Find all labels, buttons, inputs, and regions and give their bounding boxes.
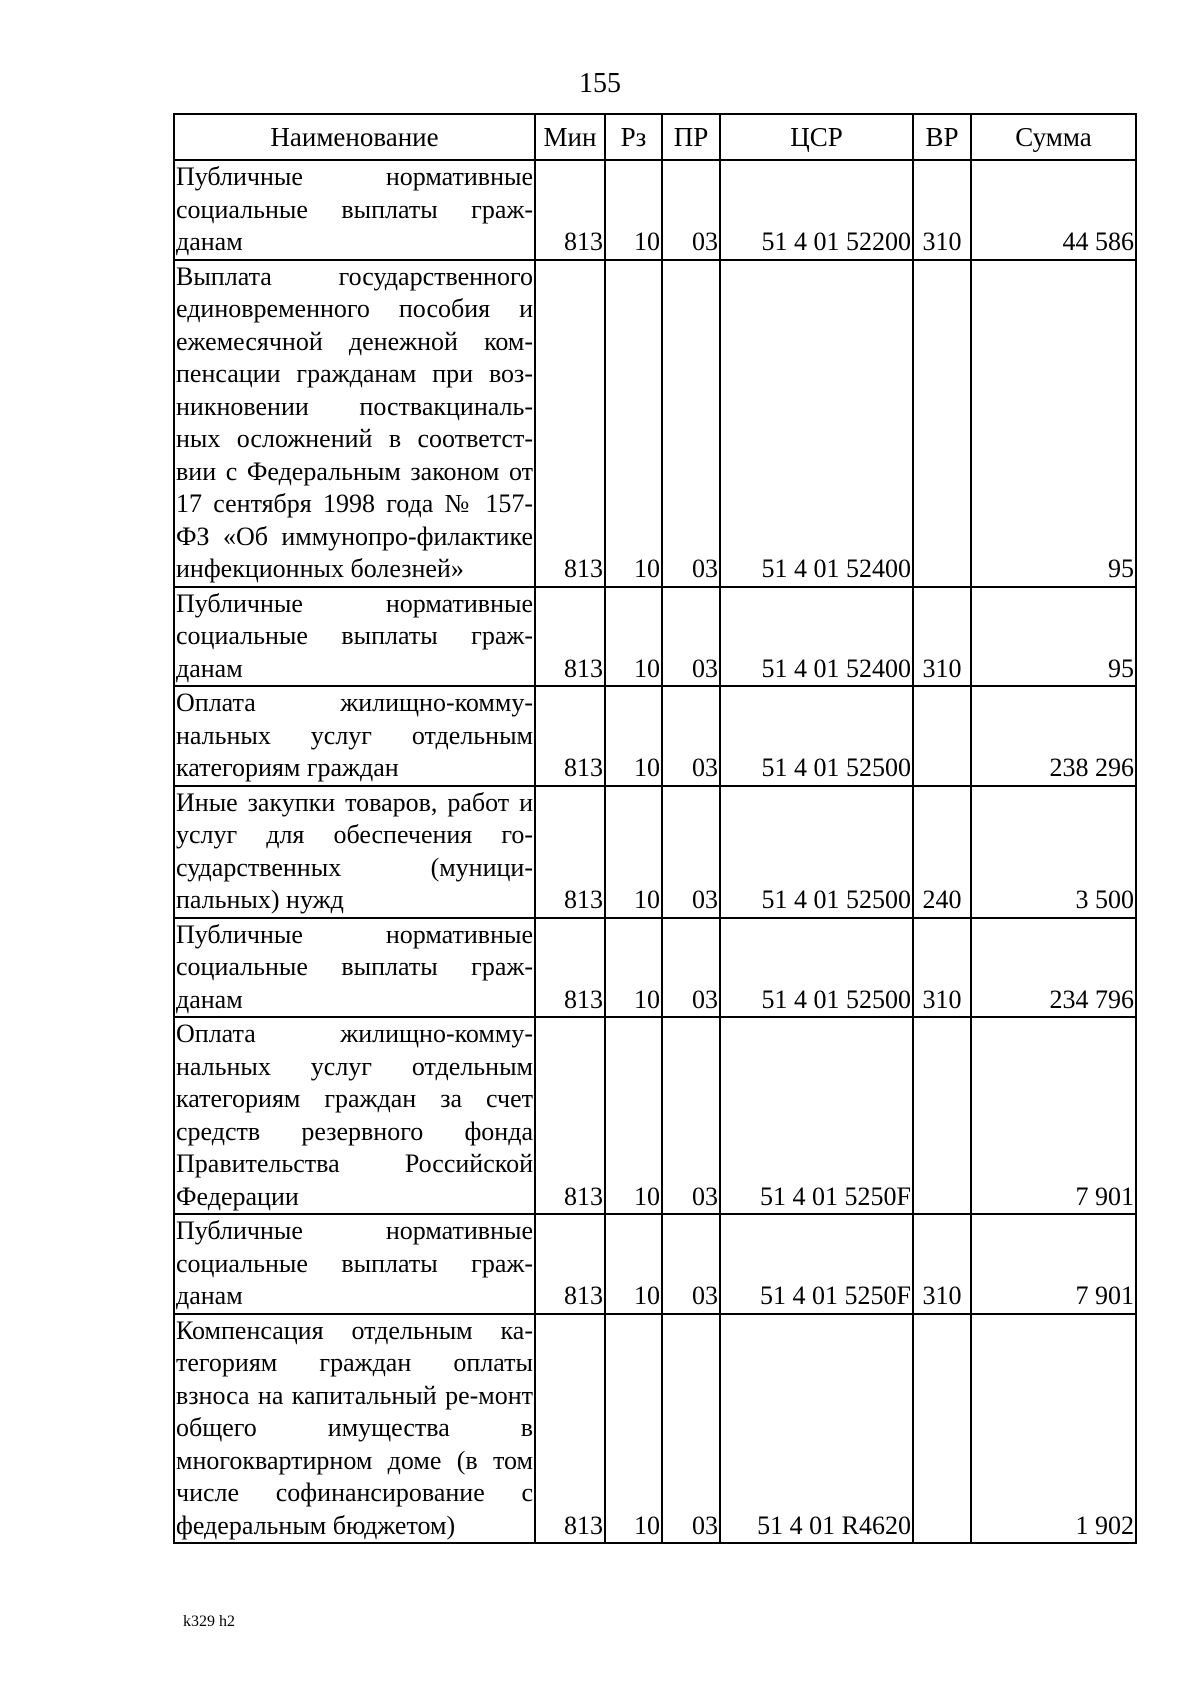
row-pr: 03 <box>662 1214 720 1314</box>
row-pr: 03 <box>662 587 720 687</box>
row-name: Иные закупки товаров, работ и услуг для обеспечения го-сударственных (муници-пальных) нужд <box>174 786 535 918</box>
row-vr: 240 <box>913 786 971 918</box>
budget-table <box>173 113 1137 1544</box>
row-name: Публичные нормативные социальные выплаты граж-данам <box>174 587 535 687</box>
header-rz: Рз <box>605 114 662 160</box>
row-csr: 51 4 01 52400 <box>720 587 913 687</box>
row-min: 813 <box>535 587 605 687</box>
row-sum: 95 <box>971 260 1136 587</box>
row-rz: 10 <box>605 686 662 786</box>
row-rz: 10 <box>605 1314 662 1544</box>
row-rz: 10 <box>605 160 662 260</box>
row-vr: 310 <box>913 918 971 1018</box>
row-csr: 51 4 01 52400 <box>720 260 913 587</box>
table-row <box>174 786 1136 918</box>
row-name: Выплата государственного единовременного пособия и ежемесячной денежной ком-пенсации гражданам при воз-никновении поствакциналь-ных осложнений в соответст-вии с Федеральным законом от 17 сентября 1998 года № 157-ФЗ «Об иммунопро-филактике инфекционных болезней» <box>174 260 535 587</box>
row-min: 813 <box>535 260 605 587</box>
row-pr: 03 <box>662 786 720 918</box>
row-name: Компенсация отдельным ка-тегориям граждан оплаты взноса на капитальный ре-монт общего имущества в многоквартирном доме (в том числе софинансирование с федеральным бюджетом) <box>174 1314 535 1544</box>
row-rz: 10 <box>605 1214 662 1314</box>
row-vr <box>913 1017 971 1214</box>
row-min: 813 <box>535 786 605 918</box>
row-sum: 7 901 <box>971 1017 1136 1214</box>
row-name: Публичные нормативные социальные выплаты граж-данам <box>174 918 535 1018</box>
row-vr <box>913 686 971 786</box>
row-rz: 10 <box>605 587 662 687</box>
row-sum: 234 796 <box>971 918 1136 1018</box>
row-csr: 51 4 01 52500 <box>720 918 913 1018</box>
footer-code: k329 h2 <box>183 1613 235 1630</box>
row-min: 813 <box>535 686 605 786</box>
row-pr: 03 <box>662 686 720 786</box>
row-rz: 10 <box>605 1017 662 1214</box>
row-name: Оплата жилищно-комму-нальных услуг отдельным категориям граждан за счет средств резервного фонда Правительства Российской Федерации <box>174 1017 535 1214</box>
row-pr: 03 <box>662 160 720 260</box>
header-min: Мин <box>535 114 605 160</box>
row-csr: 51 4 01 R4620 <box>720 1314 913 1544</box>
row-sum: 44 586 <box>971 160 1136 260</box>
row-vr: 310 <box>913 587 971 687</box>
row-csr: 51 4 01 52500 <box>720 786 913 918</box>
row-min: 813 <box>535 1314 605 1544</box>
table-row <box>174 260 1136 587</box>
table-row <box>174 1017 1136 1214</box>
row-pr: 03 <box>662 1314 720 1544</box>
row-sum: 7 901 <box>971 1214 1136 1314</box>
row-sum: 1 902 <box>971 1314 1136 1544</box>
header-sum: Сумма <box>971 114 1136 160</box>
row-sum: 95 <box>971 587 1136 687</box>
row-vr: 310 <box>913 160 971 260</box>
row-min: 813 <box>535 1214 605 1314</box>
row-rz: 10 <box>605 918 662 1018</box>
header-name: Наименование <box>174 114 535 160</box>
row-min: 813 <box>535 160 605 260</box>
row-name: Оплата жилищно-комму-нальных услуг отдельным категориям граждан <box>174 686 535 786</box>
row-min: 813 <box>535 918 605 1018</box>
row-vr: 310 <box>913 1214 971 1314</box>
row-rz: 10 <box>605 786 662 918</box>
row-name: Публичные нормативные социальные выплаты граж-данам <box>174 160 535 260</box>
header-csr: ЦСР <box>720 114 913 160</box>
row-pr: 03 <box>662 1017 720 1214</box>
table-row <box>174 1214 1136 1314</box>
table-row <box>174 918 1136 1018</box>
row-pr: 03 <box>662 918 720 1018</box>
row-vr <box>913 1314 971 1544</box>
row-csr: 51 4 01 52500 <box>720 686 913 786</box>
header-vr: ВР <box>913 114 971 160</box>
table-row <box>174 686 1136 786</box>
row-rz: 10 <box>605 260 662 587</box>
row-sum: 238 296 <box>971 686 1136 786</box>
header-pr: ПР <box>662 114 720 160</box>
row-name: Публичные нормативные социальные выплаты граж-данам <box>174 1214 535 1314</box>
row-sum: 3 500 <box>971 786 1136 918</box>
table-header-row <box>174 114 1136 160</box>
table-row <box>174 1314 1136 1544</box>
page-number: 155 <box>579 68 621 99</box>
row-csr: 51 4 01 5250F <box>720 1214 913 1314</box>
table-row <box>174 587 1136 687</box>
row-min: 813 <box>535 1017 605 1214</box>
row-csr: 51 4 01 52200 <box>720 160 913 260</box>
row-vr <box>913 260 971 587</box>
row-pr: 03 <box>662 260 720 587</box>
row-csr: 51 4 01 5250F <box>720 1017 913 1214</box>
table-row <box>174 160 1136 260</box>
